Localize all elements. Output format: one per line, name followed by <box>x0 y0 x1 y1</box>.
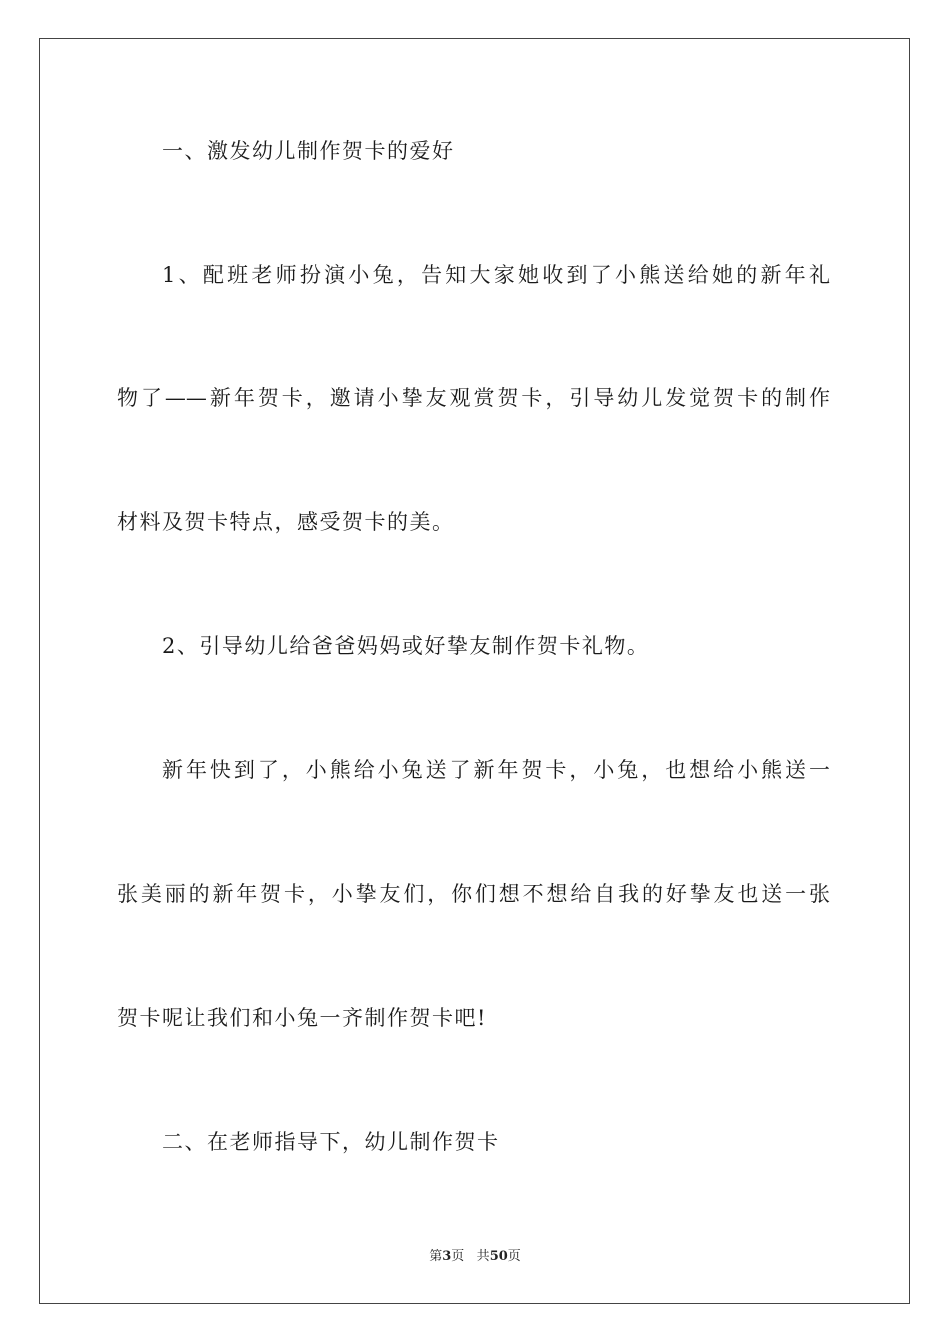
page-total: 50 <box>489 1249 508 1264</box>
section-heading-1: 一、激发幼儿制作贺卡的爱好 <box>162 139 455 163</box>
section-heading-2: 二、在老师指导下，幼儿制作贺卡 <box>162 1130 500 1154</box>
paragraph-line-6: 张美丽的新年贺卡，小挚友们，你们想不想给自我的好挚友也送一张 <box>117 882 830 906</box>
page-current: 3 <box>442 1249 452 1264</box>
paragraph-line-3: 材料及贺卡特点，感受贺卡的美。 <box>117 510 455 534</box>
paragraph-line-2: 物了——新年贺卡，邀请小挚友观赏贺卡，引导幼儿发觉贺卡的制作 <box>117 386 830 410</box>
page-border <box>39 38 910 1304</box>
paragraph-line-5: 新年快到了，小熊给小兔送了新年贺卡，小兔，也想给小熊送一 <box>162 758 830 782</box>
page-footer <box>0 1248 950 1266</box>
paragraph-line-7: 贺卡呢让我们和小兔一齐制作贺卡吧! <box>117 1006 487 1030</box>
total-prefix: 共 <box>476 1249 490 1264</box>
page-suffix: 页 <box>451 1249 465 1264</box>
paragraph-line-1: 1、配班老师扮演小兔，告知大家她收到了小熊送给她的新年礼 <box>162 263 830 287</box>
page-prefix: 第 <box>429 1249 443 1264</box>
paragraph-line-4: 2、引导幼儿给爸爸妈妈或好挚友制作贺卡礼物。 <box>162 634 650 658</box>
total-suffix: 页 <box>507 1249 521 1264</box>
